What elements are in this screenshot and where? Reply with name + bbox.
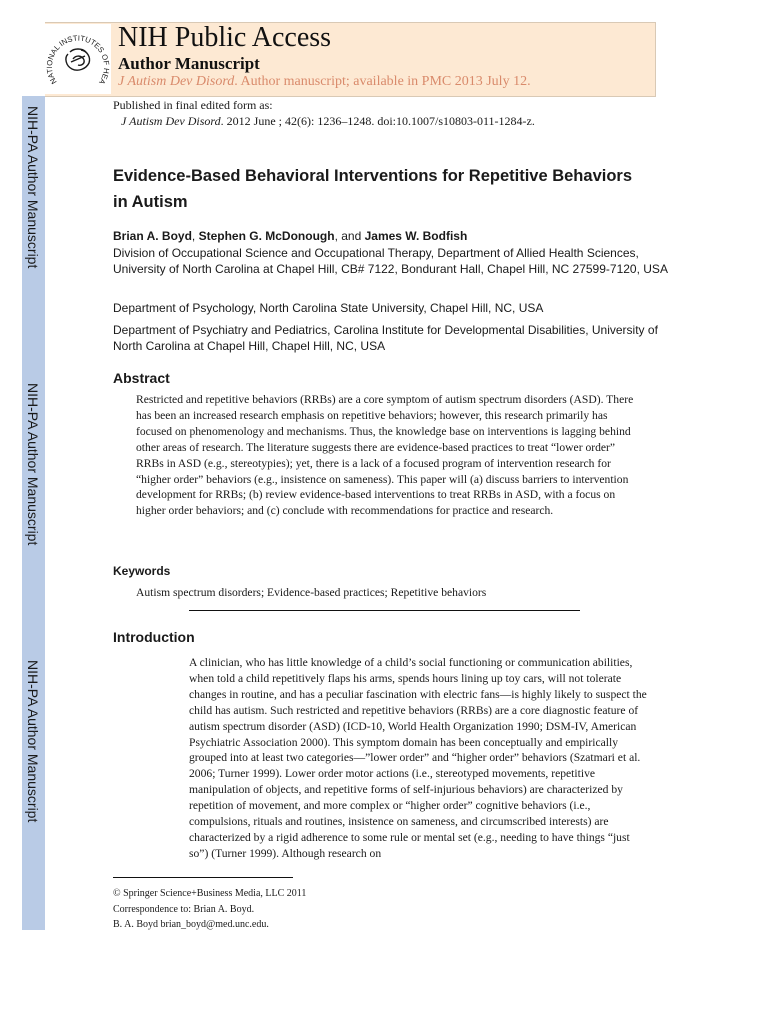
footnote-email: B. A. Boyd brian_boyd@med.unc.edu.	[113, 919, 269, 930]
keywords-text: Autism spectrum disorders; Evidence-based practices; Repetitive behaviors	[136, 586, 487, 599]
affiliation-3: Department of Psychiatry and Pediatrics, Carolina Institute for Developmental Disabilities, University of North Carolina at Chapel Hill, Chapel Hill, NC, USA	[113, 323, 658, 353]
published-in-label: Published in final edited form as:	[113, 98, 273, 112]
footnote-correspondence: Correspondence to: Brian A. Boyd.	[113, 904, 255, 915]
keywords-heading: Keywords	[113, 564, 171, 578]
abstract-heading: Abstract	[113, 370, 170, 386]
introduction-heading: Introduction	[113, 629, 195, 645]
svg-text:NATIONAL INSTITUTES OF HEALTH: NATIONAL INSTITUTES OF HEA	[45, 33, 111, 87]
footnote-copyright: © Springer Science+Business Media, LLC 2011	[113, 888, 307, 899]
affiliation-2: Department of Psychology, North Carolina State University, Chapel Hill, NC, USA	[113, 301, 544, 315]
manuscript-availability: J Autism Dev Disord. Author manuscript; available in PMC 2013 July 12.	[118, 74, 531, 89]
nih-logo	[45, 24, 111, 94]
author-manuscript-label: Author Manuscript	[118, 54, 260, 73]
keywords-divider	[189, 610, 580, 611]
abstract-text: Restricted and repetitive behaviors (RRBs) are a core symptom of autism spectrum disorders (ASD). There has been an increased research emphasis on repetitive behaviors; however, this research primarily has focused on phenomenology and mechanisms. Thus, the knowledge base on interventions is lagging behind other areas of research. The literature suggests there are evidence-based practices to treat “lower order” RRBs in ASD (e.g., stereotypies); yet, there is a lack of a focused program of intervention research for “higher order” behaviors (e.g., insistence on sameness). This paper will (a) discuss barriers to intervention development for RRBs; (b) review evidence-based interventions to treat RRBs in ASD, with a focus on higher order behaviors; and (c) conclude with recommendations for practice and research.	[136, 393, 634, 518]
introduction-text: A clinician, who has little knowledge of a child’s social functioning or communication abilities, when told a child repetitively flaps his arms, spends hours lining up toy cars, will not tolerate changes in routine, and has a peculiar fascination with electric fans—is highly likely to suspect the child has autism. Such restricted and repetitive behaviors (RRBs) are a core diagnostic feature of autism spectrum disorder (ASD) (ICD-10, World Health Organization 1990; DSM-IV, American Psychiatric Association 2000). This symptom domain has been conceptually and empirically grouped into at least two categories—”lower order” and “higher order” behaviors (Szatmari et al. 2006; Turner 1999). Lower order motor actions (i.e., stereotyped movements, repetitive manipulation of objects, and repetitive forms of self-injurious behaviors) are characterized by repetition of movement, and more complex or “higher order” cognitive behaviors (i.e., compulsions, rituals and routines, insistence on sameness, and circumscribed interests) are characterized by a rigid adherence to some rule or mental set (e.g., needing to have things “just so”) (Turner 1999). Although research on	[189, 656, 647, 860]
footnote-divider	[113, 877, 293, 878]
affiliation-1: Division of Occupational Science and Occupational Therapy, Department of Allied Health Sciences, University of North Carolina at Chapel Hill, CB# 7122, Bondurant Hall, Chapel Hill, NC 27599-7120, USA	[113, 246, 668, 276]
published-citation: J Autism Dev Disord. 2012 June ; 42(6): 1236–1248. doi:10.1007/s10803-011-1284-z.	[121, 114, 535, 128]
author-list: Brian A. Boyd, Stephen G. McDonough, and James W. Bodfish	[113, 229, 468, 243]
article-title: Evidence-Based Behavioral Interventions for Repetitive Behaviors in Autism	[113, 167, 633, 211]
nih-title: NIH Public Access	[118, 22, 332, 53]
